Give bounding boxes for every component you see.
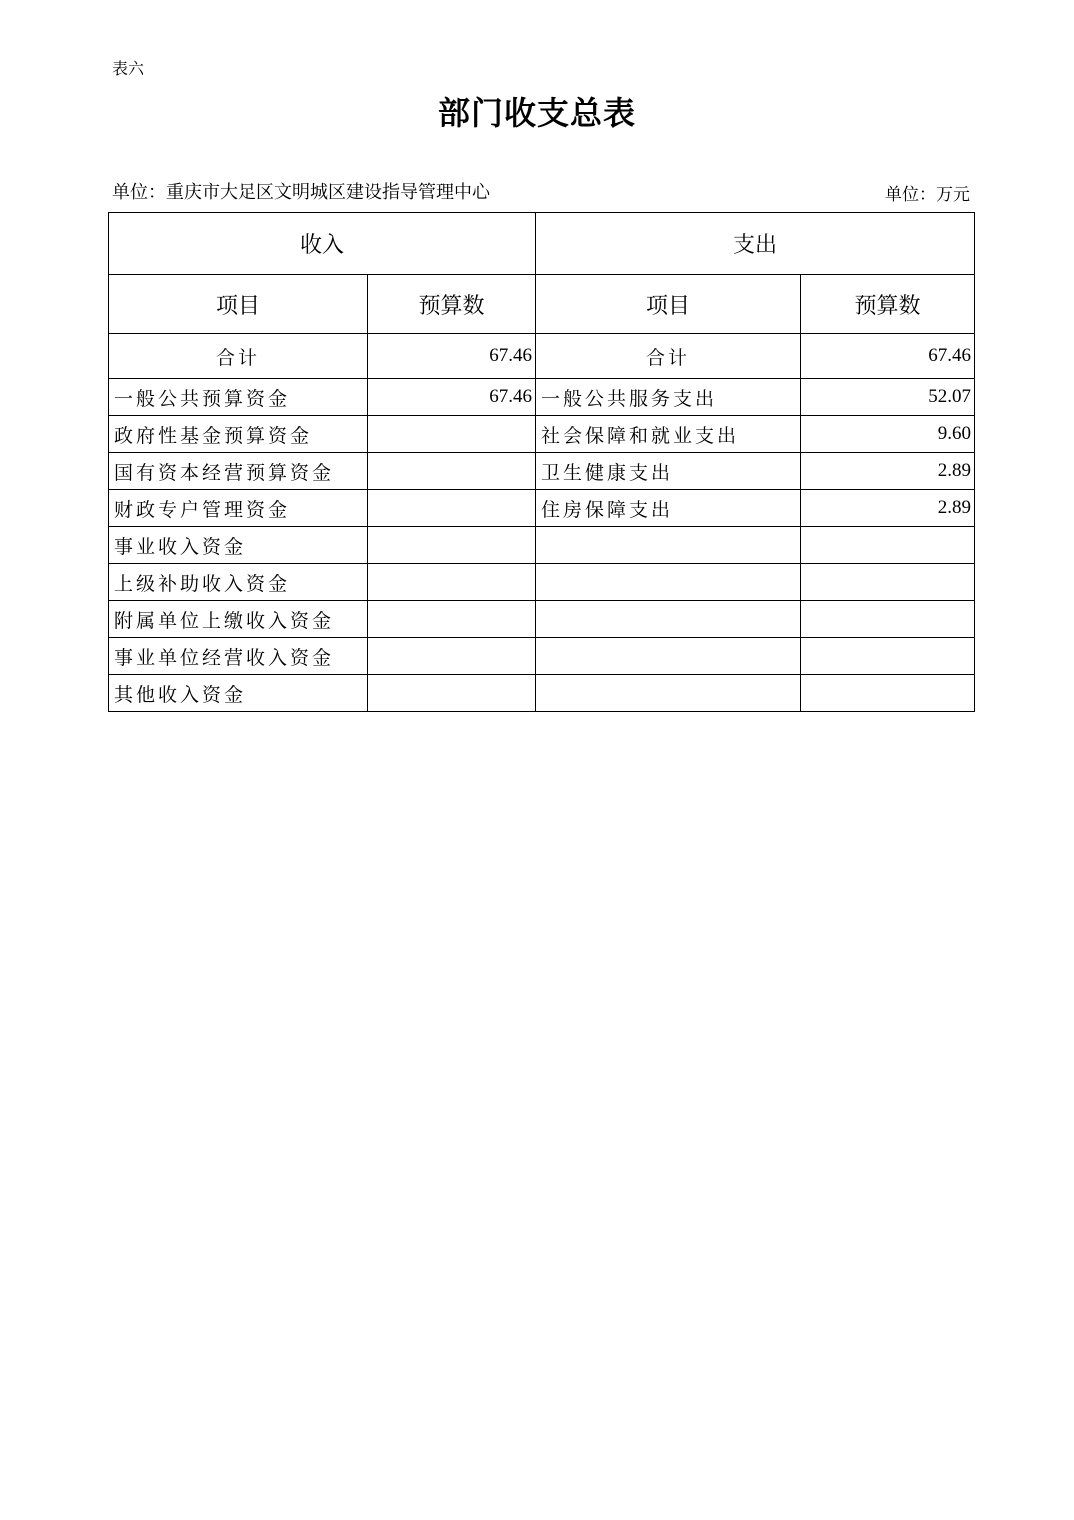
income-amount-cell: [368, 490, 536, 527]
table-row: [109, 527, 975, 564]
expense-item-cell: [536, 601, 801, 638]
group-header-row: [109, 213, 975, 275]
table-row: [109, 564, 975, 601]
income-amount-cell: [368, 564, 536, 601]
expense-total-label: 合计: [536, 334, 801, 379]
expense-amount-cell: 2.89: [801, 490, 975, 527]
expense-amount-cell: [801, 675, 975, 712]
page-title: 部门收支总表: [437, 94, 636, 132]
expense-item-cell: [536, 564, 801, 601]
income-group-header: 收入: [109, 213, 536, 275]
budget-summary-table: [108, 212, 975, 712]
expense-amount-cell: [801, 527, 975, 564]
income-item-column-header: 项目: [109, 275, 368, 334]
income-item-cell: 政府性基金预算资金: [109, 416, 368, 453]
expense-amount-cell: 52.07: [801, 379, 975, 416]
expense-total-amount: 67.46: [801, 334, 975, 379]
expense-item-cell: 住房保障支出: [536, 490, 801, 527]
table-row: [109, 379, 975, 416]
income-item-cell: 其他收入资金: [109, 675, 368, 712]
expense-item-cell: 一般公共服务支出: [536, 379, 801, 416]
income-item-cell: 国有资本经营预算资金: [109, 453, 368, 490]
income-amount-cell: [368, 416, 536, 453]
expense-group-header: 支出: [536, 213, 975, 275]
column-header-row: [109, 275, 975, 334]
table-row: [109, 416, 975, 453]
table-row: [109, 638, 975, 675]
table-row: [109, 601, 975, 638]
income-amount-column-header: 预算数: [368, 275, 536, 334]
table-row: [109, 490, 975, 527]
income-amount-cell: [368, 675, 536, 712]
expense-amount-cell: [801, 564, 975, 601]
table-body: [109, 213, 975, 712]
income-item-cell: 事业单位经营收入资金: [109, 638, 368, 675]
table-number-label: 表六: [112, 59, 145, 78]
income-item-cell: 事业收入资金: [109, 527, 368, 564]
unit-line: [112, 178, 970, 204]
unit-organization: 单位：重庆市大足区文明城区建设指导管理中心: [112, 182, 490, 203]
table-row: [109, 453, 975, 490]
income-total-label: 合计: [109, 334, 368, 379]
income-amount-cell: [368, 638, 536, 675]
expense-amount-cell: [801, 638, 975, 675]
expense-amount-cell: 2.89: [801, 453, 975, 490]
expense-amount-cell: 9.60: [801, 416, 975, 453]
expense-item-cell: 卫生健康支出: [536, 453, 801, 490]
income-amount-cell: 67.46: [368, 379, 536, 416]
table-row: [109, 675, 975, 712]
income-total-amount: 67.46: [368, 334, 536, 379]
expense-amount-cell: [801, 601, 975, 638]
income-item-cell: 附属单位上缴收入资金: [109, 601, 368, 638]
expense-item-cell: [536, 527, 801, 564]
expense-item-cell: [536, 638, 801, 675]
income-amount-cell: [368, 527, 536, 564]
unit-currency: 单位：万元: [885, 185, 970, 205]
expense-amount-column-header: 预算数: [801, 275, 975, 334]
income-amount-cell: [368, 453, 536, 490]
expense-item-cell: 社会保障和就业支出: [536, 416, 801, 453]
income-item-cell: 财政专户管理资金: [109, 490, 368, 527]
total-row: [109, 334, 975, 379]
expense-item-column-header: 项目: [536, 275, 801, 334]
income-item-cell: 一般公共预算资金: [109, 379, 368, 416]
expense-item-cell: [536, 675, 801, 712]
income-item-cell: 上级补助收入资金: [109, 564, 368, 601]
income-amount-cell: [368, 601, 536, 638]
